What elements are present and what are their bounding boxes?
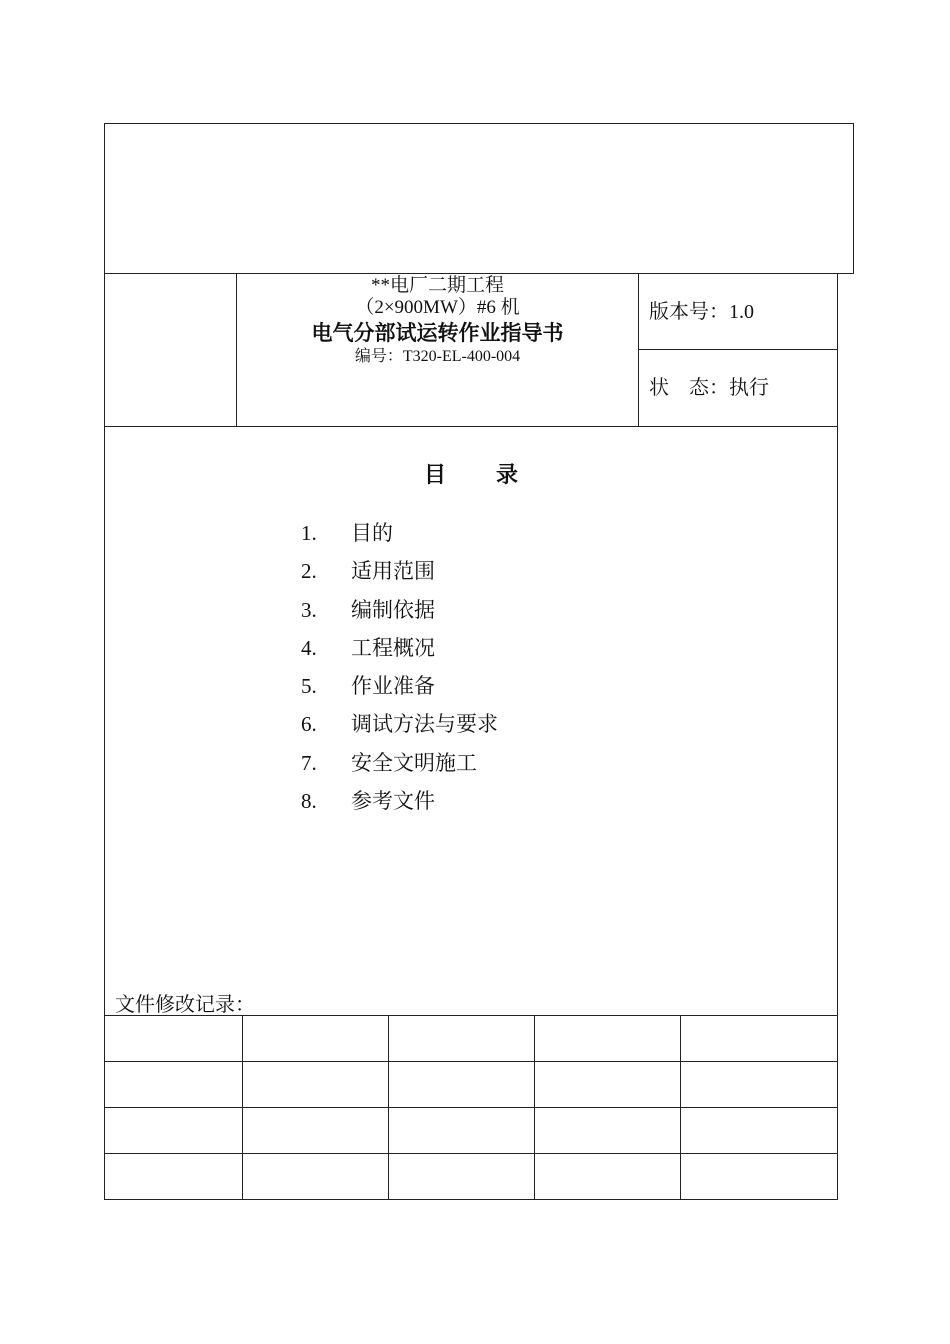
table-cell: [388, 1062, 535, 1108]
toc-item-label: 目的: [351, 521, 393, 545]
table-row: [105, 1016, 838, 1062]
toc-item-label: 编制依据: [351, 597, 435, 622]
table-cell: [242, 1016, 388, 1062]
table-cell: [535, 1062, 681, 1108]
table-cell: [681, 1016, 838, 1062]
toc-title-part1: 目: [423, 463, 446, 488]
toc-list: [301, 514, 498, 820]
table-cell: [388, 1016, 535, 1062]
table-row: [105, 1154, 838, 1200]
document-number: 编号：T320-EL-400-004: [354, 348, 521, 365]
table-of-contents-section: [104, 426, 838, 1016]
toc-item-number: 7.: [301, 750, 317, 775]
project-name: **电厂二期工程: [370, 275, 504, 296]
table-cell: [535, 1016, 681, 1062]
toc-item-label: 作业准备: [351, 674, 435, 699]
table-cell: [681, 1108, 838, 1154]
toc-item-label: 适用范围: [351, 559, 435, 584]
table-cell: [105, 1062, 243, 1108]
toc-item: [301, 552, 498, 590]
toc-item-label: 调试方法与要求: [351, 712, 498, 737]
toc-item-number: 1.: [301, 521, 317, 545]
status-field: [639, 350, 837, 426]
header-title-cell: [237, 274, 639, 426]
document-title: 电气分部试运转作业指导书: [311, 321, 564, 345]
logo-area: [104, 123, 854, 274]
toc-item-label: 安全文明施工: [351, 750, 477, 775]
table-cell: [535, 1108, 681, 1154]
table-cell: [105, 1154, 243, 1200]
toc-item-number: 5.: [301, 674, 317, 699]
toc-title: [105, 458, 837, 489]
toc-item: [301, 667, 498, 705]
toc-item-number: 8.: [301, 789, 317, 814]
table-cell: [535, 1154, 681, 1200]
table-cell: [388, 1108, 535, 1154]
table-cell: [681, 1154, 838, 1200]
toc-item-number: 4.: [301, 635, 317, 660]
table-cell: [242, 1154, 388, 1200]
header-left-cell: [105, 274, 237, 426]
toc-item: [301, 591, 498, 629]
toc-item: [301, 744, 498, 782]
table-cell: [388, 1154, 535, 1200]
toc-item-label: 工程概况: [351, 635, 435, 660]
toc-item: [301, 514, 498, 552]
revision-record-label: 文件修改记录：: [115, 994, 255, 1016]
table-cell: [105, 1016, 243, 1062]
toc-title-part2: 录: [496, 463, 519, 488]
table-cell: [242, 1062, 388, 1108]
toc-item-number: 6.: [301, 712, 317, 737]
status-label: 状 态：: [649, 377, 729, 399]
table-cell: [681, 1062, 838, 1108]
toc-item-number: 2.: [301, 559, 317, 584]
revision-record-table: [104, 1015, 838, 1200]
toc-item-number: 3.: [301, 597, 317, 622]
status-value: 执行: [729, 377, 769, 399]
document-header: [104, 273, 838, 427]
project-unit: （2×900MW）#6 机: [355, 297, 520, 318]
version-number: 版本号：1.0: [639, 274, 837, 350]
table-row: [105, 1062, 838, 1108]
table-row: [105, 1108, 838, 1154]
toc-item: [301, 782, 498, 820]
header-meta-cell: [639, 274, 837, 426]
toc-item: [301, 705, 498, 743]
toc-item-label: 参考文件: [351, 789, 435, 814]
table-cell: [242, 1108, 388, 1154]
table-cell: [105, 1108, 243, 1154]
toc-item: [301, 629, 498, 667]
